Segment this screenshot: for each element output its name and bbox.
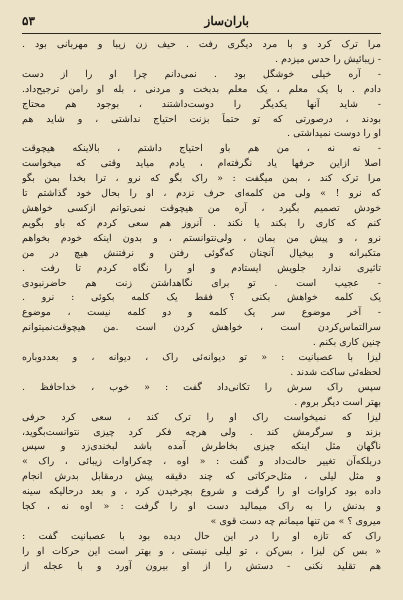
text-line: سرالتماس‌کردن است ، خواهش کردن است .من هیچوقت‌نمیتوانم [22, 322, 381, 334]
text-line: تاثیری ندارد جلویش ایستادم و او را نگاه کردم تا رفت . [22, 262, 381, 274]
text-line: لحظه‌ئی ساکت شدند . [290, 366, 381, 378]
text-line: دربلکه‌آن تغییر حالت‌داد و گفت : « اوه ، چه‌کراوات زیبائی ، راک » [22, 456, 381, 468]
text-line: داده بود کراوات او را گرفت و شروع بچرخیدن کرد ، و بعد درحالیکه سینه [22, 486, 381, 498]
text-line: راک که تازه او را در این حال دیده بود با عصبانیت گفت : [22, 530, 381, 542]
text-line: میروی ؟ » من تنها میمانم چه دست قوی » [210, 516, 381, 527]
text-line: و بدنش را به راک میمالید دست او را گرفت : « اوه نه ، کجا [22, 501, 381, 513]
header-rule [22, 33, 381, 34]
text-line: - نه نه ، من هم باو احتیاج داشتم ، بالاینکه هیچوقت [22, 143, 381, 155]
text-line: مرا ترک کند ، بمن میگفت : « راک بگو که نرو ، ترا بخدا بمن بگو [22, 173, 381, 185]
text-line: یک کلمه خواهش بکنی ؟ فقط یک کلمه بکوئی : نرو . [22, 292, 381, 304]
text-line: او را دوست نمیداشتی . [287, 128, 381, 140]
text-line: خودش تصمیم بگیرد ، آره من هیچوقت نمی‌توانم ازکسی خواهش [22, 202, 381, 214]
text-line: بهتر است دیگر بروم . [294, 396, 381, 408]
text-line: که نرو ! » ولی من کلمه‌ای حرف نزدم ، او را بحال خود گذاشتم تا [22, 188, 381, 200]
text-line: کنم که کاری را بکند یا نکند . آنروز هم سعی کردم که باو بگویم [22, 217, 381, 229]
text-line: دادم . با یک معلم ، یک معلم بدبخت و مردنی ، بله او رامن ترجیح‌داد. [22, 83, 381, 95]
text-line: و مثل لیلی ، مثل‌حرکاتی که چند دقیقه پیش درمقابل بدرش انجام [22, 471, 381, 483]
text-line: « بس کن لیزا ، بس‌کن ، تو لیلی نیستی ، و بهتر است این حرکات او را [22, 545, 381, 557]
text-line: هم تقلید نکنی - دستش را از او بیرون آورد و با عجله از [22, 560, 381, 572]
text-line: - عجیب است . تو برای نگاهداشتن زنت هم حاضرنبودی [22, 277, 381, 289]
page-header [22, 10, 381, 32]
text-line: - زیبائیش را حدس میزدم . [275, 53, 381, 65]
text-line: متکبرانه و بیخیال آنچنان که‌گوئی رفتن و نرفتنش هیچ در من [22, 247, 381, 259]
text-line: - آخر موضوع سر یک کلمه و دو کلمه نیست ، موضوع [22, 307, 381, 319]
text-line: - آره خیلی خوشگل بود . نمی‌دانم چرا او را از دست [22, 68, 381, 80]
text-line: - شاید آنها یکدیگر را دوست‌داشتند ، بوجود هم محتاج [22, 98, 381, 110]
text-line: بودند ، درصورتی که تو حتماً بزنت احتیاج نداشتی ، و شاید هم [22, 113, 381, 125]
text-line: مرا ترک کرد و با مرد دیگری رفت . حیف زن زیبا و مهربانی بود . [22, 39, 381, 50]
running-title: باران‌ساز [204, 14, 249, 28]
page-body-text [22, 38, 381, 594]
text-line: اصلا ازاین حرفها یاد نگرفته‌ام ، یادم میاید وقتی که میخواست [22, 158, 381, 170]
text-line: لیزا با عصبانیت : « تو دیوانه‌ئی راک ، دیوانه ، و بعددوباره [22, 352, 381, 364]
text-line: لیزا که نمیخواست راک او را ترک کند ، سعی کرد حرفی [22, 411, 381, 423]
text-line: سپس راک سرش را تکانی‌داد گفت : « خوب ، خداحافظ . [22, 381, 381, 393]
text-line: ناگهان مثل اینکه چیزی بخاطرش آمده باشد لبخندی‌زد و سپس [22, 441, 381, 453]
text-line: نرو ، و پیش من بمان ، ولی‌نتوانستم ، و بدون اینکه خودم بخواهم [22, 232, 381, 244]
page-number: ۵۳ [22, 14, 35, 28]
text-line: چنین کاری بکنم . [312, 337, 381, 349]
text-line: بزند و سرگرمش کند . ولی هرچه فکر کرد چیزی نتوانست‌بگوید، [22, 426, 381, 438]
